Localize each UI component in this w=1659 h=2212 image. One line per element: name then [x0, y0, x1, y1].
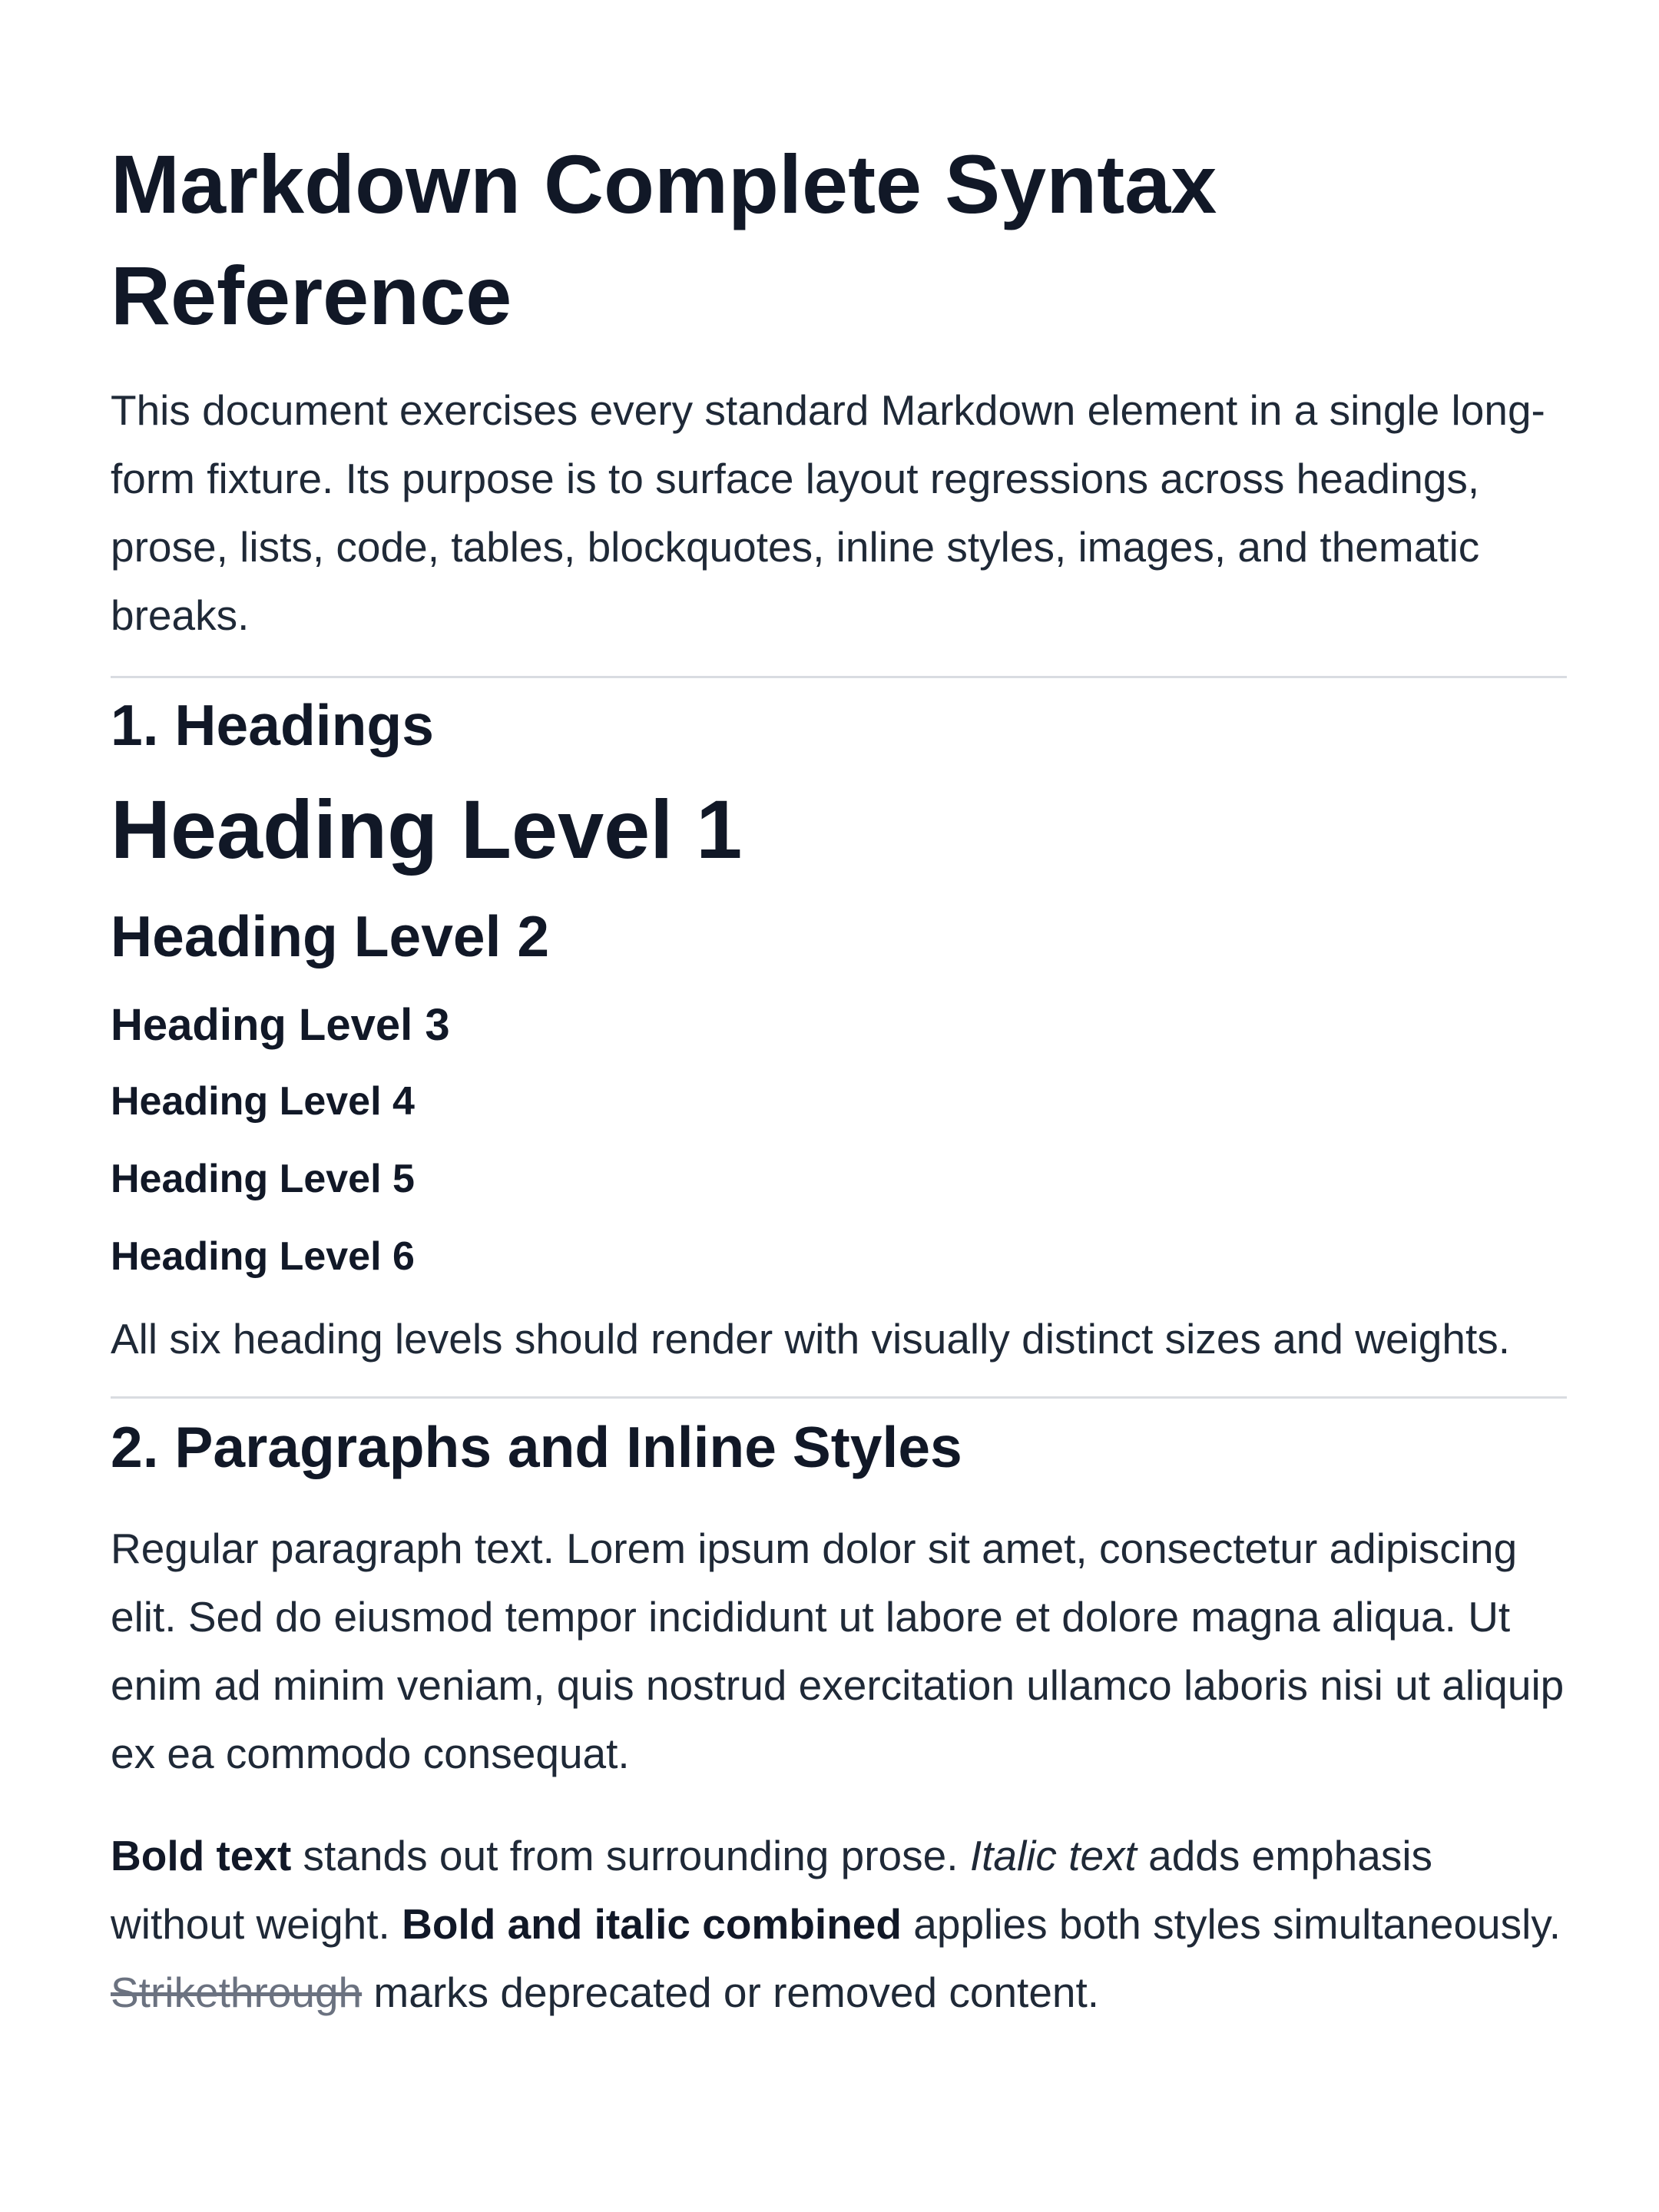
headings-note: All six heading levels should render with visually distinct sizes and weights.: [111, 1315, 1511, 1363]
strikethrough-text: Strikethrough: [111, 1969, 363, 2016]
document-title: Markdown Complete Syntax Reference: [111, 137, 1217, 342]
inline-styles-paragraph: [111, 1822, 1567, 2027]
thematic-break: [111, 676, 1567, 678]
section-title-paragraphs: 2. Paragraphs and Inline Styles: [111, 1415, 962, 1479]
thematic-break: [111, 1396, 1567, 1399]
section-headings: [111, 687, 1567, 1369]
heading-level-3: Heading Level 3: [111, 1000, 450, 1050]
bold-text: Bold text: [111, 1832, 292, 1879]
paragraph-text: adds emphasis without weight.: [111, 1832, 1433, 1948]
document-content: [111, 0, 1567, 2027]
heading-level-5: Heading Level 5: [111, 1157, 415, 1201]
paragraph-text: stands out from surrounding prose.: [291, 1832, 970, 1879]
section-title-headings: 1. Headings: [111, 693, 434, 757]
intro-paragraph: This document exercises every standard Markdown element in a single long-form fixture. Its purpose is to surface layout regressions across headings, prose, lists, code, tables, blockquotes, inline styles, images, and thematic breaks.: [111, 386, 1545, 639]
bold-italic-text: Bold and italic combined: [402, 1900, 902, 1948]
heading-level-4: Heading Level 4: [111, 1079, 415, 1124]
italic-text: Italic text: [969, 1832, 1137, 1879]
heading-level-1: Heading Level 1: [111, 783, 743, 876]
heading-level-6: Heading Level 6: [111, 1234, 415, 1279]
paragraph-text: marks deprecated or removed content.: [362, 1969, 1100, 2016]
heading-level-2: Heading Level 2: [111, 904, 550, 969]
paragraph-text: applies both styles simultaneously.: [902, 1900, 1561, 1948]
regular-paragraph: Regular paragraph text. Lorem ipsum dolor sit amet, consectetur adipiscing elit. Sed do eiusmod tempor incididunt ut labore et dolore magna aliqua. Ut enim ad minim veniam, quis nostrud exercitation ullamco laboris nisi ut aliquip ex ea commodo consequat.: [111, 1525, 1565, 1777]
section-paragraphs: [111, 1409, 1567, 2027]
